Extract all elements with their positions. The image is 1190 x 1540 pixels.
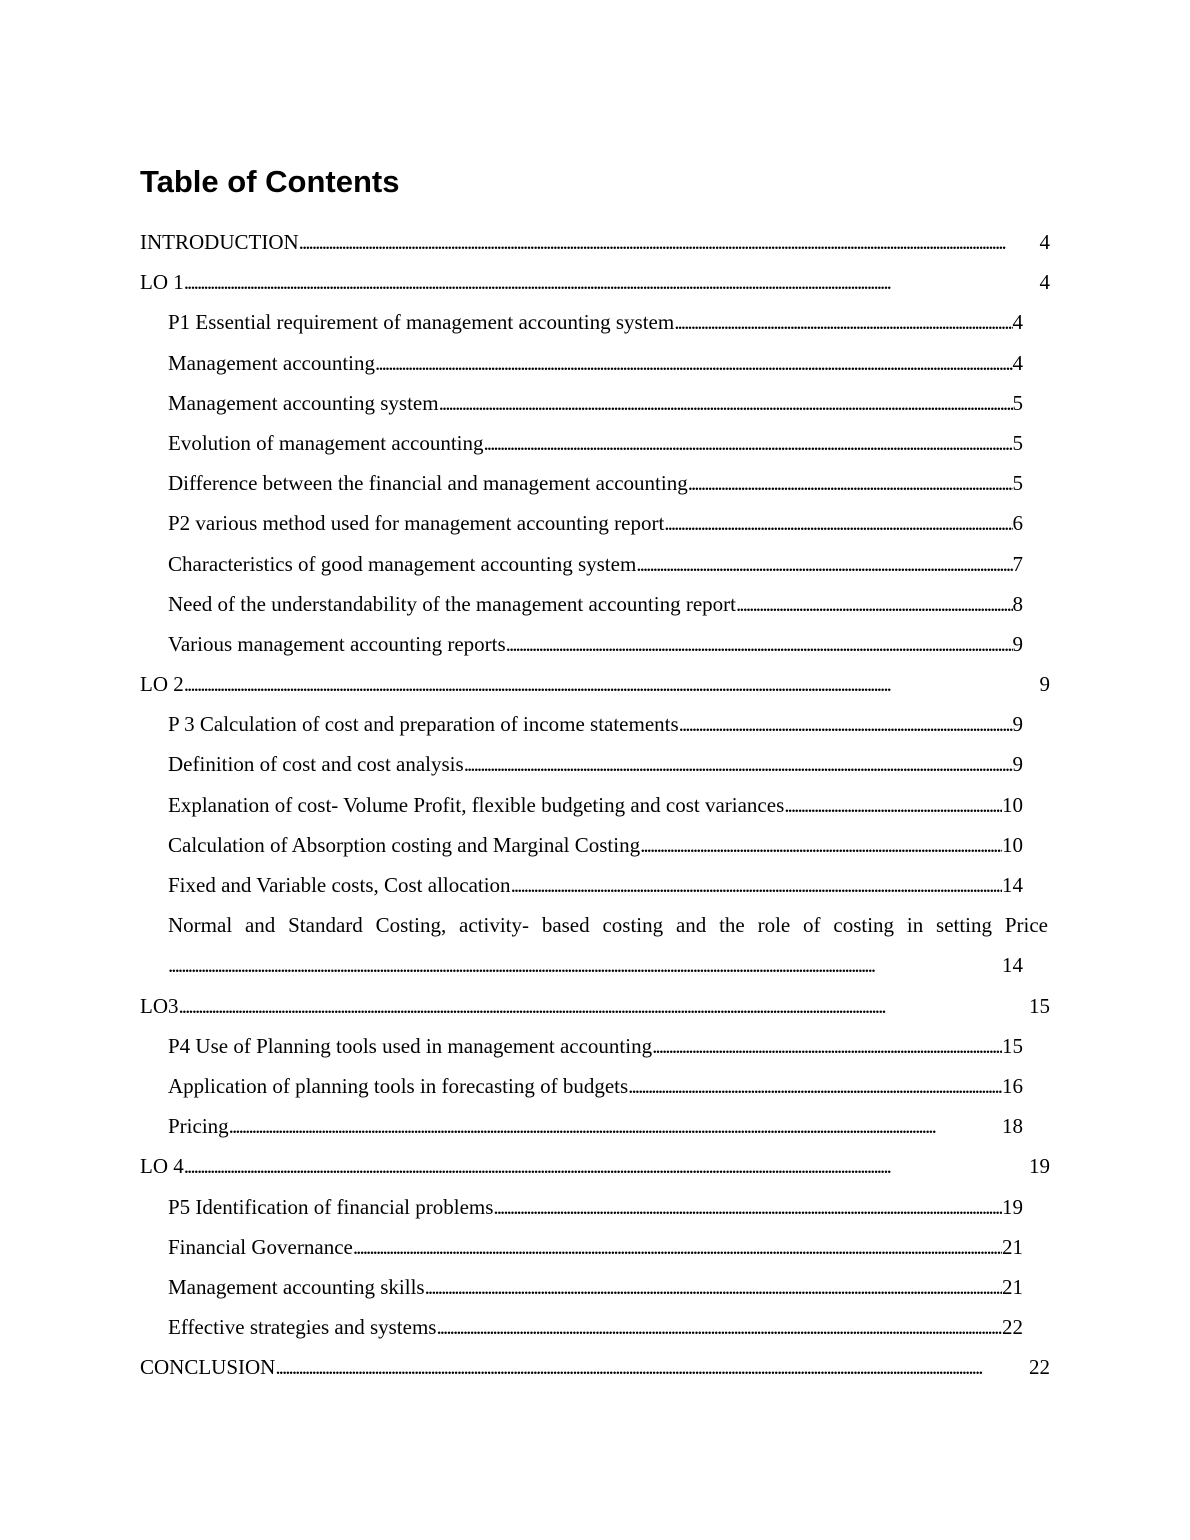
toc-entry[interactable] (168, 383, 1023, 423)
toc-entry-title: P 3 Calculation of cost and preparation of income statements (168, 712, 679, 737)
toc-entry-page: 9 (1012, 752, 1023, 777)
toc-entry[interactable] (168, 463, 1023, 503)
toc-entry-page: 6 (1012, 511, 1023, 536)
toc-dot-leader (640, 825, 1002, 865)
toc-entry-page: 18 (1002, 1114, 1023, 1139)
toc-entry-page: 15 (1029, 993, 1050, 1018)
toc-dot-leader (784, 785, 1002, 825)
toc-entry[interactable] (168, 704, 1023, 744)
toc-dot-leader (229, 1106, 1002, 1146)
toc-entry[interactable] (168, 1066, 1023, 1106)
toc-dot-leader (425, 1267, 1002, 1307)
toc-entry[interactable] (168, 423, 1023, 463)
toc-entry-page: 22 (1002, 1315, 1023, 1340)
toc-heading: Table of Contents (140, 164, 400, 199)
toc-entry-title: P4 Use of Planning tools used in management accounting (168, 1033, 653, 1058)
toc-entry-page: 21 (1002, 1274, 1023, 1299)
toc-entry[interactable] (140, 664, 1050, 704)
toc-entry-title: LO 1 (140, 270, 184, 295)
toc-dot-leader (184, 262, 1040, 302)
toc-entry-title: INTRODUCTION (140, 230, 299, 254)
toc-entry-page: 22 (1029, 1355, 1050, 1380)
toc-entry-title: Application of planning tools in forecasting of budgets (168, 1073, 629, 1098)
toc-entry-title: LO 2 (140, 672, 184, 697)
toc-entry-title: Effective strategies and systems (168, 1315, 437, 1340)
toc-entry-title: LO 4 (140, 1154, 184, 1179)
toc-entry-page: 16 (1002, 1073, 1023, 1098)
toc-entry-title: Management accounting skills (168, 1274, 425, 1299)
toc-entry-title: Pricing (168, 1114, 229, 1139)
toc-entry-page: 9 (1012, 631, 1023, 656)
toc-dot-leader (679, 704, 1013, 744)
toc-dot-leader (299, 222, 1040, 262)
toc-dot-leader (484, 423, 1013, 463)
toc-entry[interactable] (168, 302, 1023, 342)
toc-entry[interactable] (168, 825, 1023, 865)
toc-entry[interactable] (168, 1307, 1023, 1347)
toc-entry-title: Fixed and Variable costs, Cost allocation (168, 873, 511, 897)
toc-entry-page: 19 (1029, 1154, 1050, 1179)
toc-dot-leader (506, 624, 1013, 664)
toc-entry-page: 14 (1002, 953, 1023, 978)
toc-dot-leader (511, 865, 1002, 905)
toc-dot-leader (636, 544, 1012, 584)
toc-entry-title: P5 Identification of financial problems (168, 1194, 494, 1219)
toc-entry-title: P1 Essential requirement of management accounting system (168, 310, 675, 335)
toc-entry-title: P2 various method used for management accounting report (168, 511, 665, 536)
toc-dot-leader (664, 503, 1012, 543)
toc-dot-leader (736, 584, 1013, 624)
toc-entry-title: Financial Governance (168, 1234, 353, 1259)
toc-entry-title: LO3 (140, 993, 179, 1018)
toc-entry-title: Explanation of cost- Volume Profit, flexible budgeting and cost variances (168, 792, 785, 817)
toc-entry-page: 10 (1002, 832, 1023, 857)
toc-entry[interactable] (140, 1347, 1050, 1387)
toc-dot-leader (688, 463, 1013, 503)
toc-dot-leader (439, 383, 1013, 423)
toc-entry[interactable] (168, 1227, 1023, 1267)
toc-entry[interactable] (140, 262, 1050, 302)
toc-entry[interactable] (168, 785, 1023, 825)
toc-entry-title: Characteristics of good management accounting system (168, 551, 637, 576)
toc-entry-title: Need of the understandability of the management accounting report (168, 591, 736, 616)
toc-entry-page: 9 (1012, 712, 1023, 737)
toc-entry-page: 10 (1002, 792, 1023, 817)
toc-entry[interactable] (168, 744, 1023, 784)
toc-entry-page: 21 (1002, 1234, 1023, 1259)
toc-dot-leader (275, 1347, 1029, 1387)
toc-dot-leader (184, 664, 1040, 704)
toc-entry-page: 8 (1012, 591, 1023, 616)
toc-entry[interactable] (140, 1146, 1050, 1186)
toc-entry[interactable] (168, 905, 1048, 985)
toc-entry[interactable] (140, 222, 1050, 262)
toc-entry-page: 5 (1012, 430, 1023, 455)
toc-dot-leader (493, 1187, 1002, 1227)
toc-entry-page: 15 (1002, 1033, 1023, 1058)
toc-dot-leader (353, 1227, 1002, 1267)
toc-entry-page: 4 (1039, 230, 1050, 254)
toc-entry[interactable] (168, 1187, 1023, 1227)
toc-entry-title: Evolution of management accounting (168, 430, 484, 455)
toc-entry-page: 19 (1002, 1194, 1023, 1219)
toc-entry-title: Definition of cost and cost analysis (168, 752, 464, 777)
toc-dot-leader (436, 1307, 1002, 1347)
toc-entry-page: 4 (1039, 270, 1050, 295)
toc-entry[interactable] (168, 1267, 1023, 1307)
toc-entry[interactable] (168, 865, 1023, 905)
toc-entry[interactable] (168, 1106, 1023, 1146)
toc-dot-leader (674, 302, 1012, 342)
toc-entry-page: 14 (1002, 873, 1023, 897)
toc-dot-leader (628, 1066, 1002, 1106)
toc-entry-title: Normal and Standard Costing, activity- based costing and the role of costing in setting Price (168, 913, 1048, 938)
toc-entry[interactable] (140, 986, 1050, 1026)
toc-entry-title: Management accounting system (168, 390, 439, 415)
toc-dot-leader (652, 1026, 1002, 1066)
toc-dot-leader (168, 945, 1002, 985)
toc-entry[interactable] (168, 503, 1023, 543)
toc-entry-page: 4 (1012, 350, 1023, 375)
toc-entry-page: 5 (1012, 390, 1023, 415)
toc-entry-title: CONCLUSION (140, 1355, 276, 1380)
toc-entry-page: 7 (1012, 551, 1023, 576)
toc-entry-page: 9 (1039, 672, 1050, 697)
toc-entry[interactable] (168, 584, 1023, 624)
toc-entry[interactable] (168, 544, 1023, 584)
toc-entry-title: Various management accounting reports (168, 631, 506, 656)
toc-entry-title: Calculation of Absorption costing and Marginal Costing (168, 832, 641, 857)
toc-entry[interactable] (168, 624, 1023, 664)
toc-entry[interactable] (168, 343, 1023, 383)
toc-dot-leader (184, 1146, 1029, 1186)
toc-entry[interactable] (168, 1026, 1023, 1066)
toc-list (0, 222, 1190, 1387)
toc-entry-title: Difference between the financial and management accounting (168, 471, 688, 496)
toc-entry-page: 5 (1012, 471, 1023, 496)
toc-dot-leader (179, 986, 1030, 1026)
toc-entry-page: 4 (1012, 310, 1023, 335)
toc-dot-leader (375, 343, 1012, 383)
toc-entry-title: Management accounting (168, 350, 376, 375)
toc-dot-leader (464, 744, 1013, 784)
